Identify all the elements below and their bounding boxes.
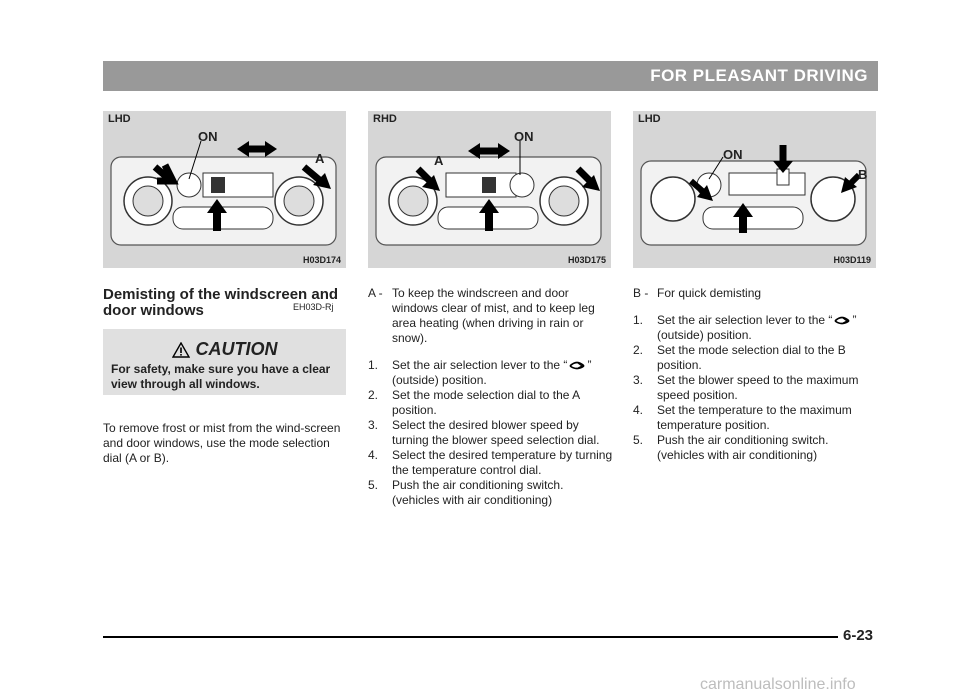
caution-text: For safety, make sure you have a clear view through all windows. (111, 362, 331, 391)
procedure-a (368, 286, 614, 508)
caution-box (103, 329, 346, 395)
procedure-intro: To keep the windscreen and door windows clear of mist, and to keep leg area heating (when driving in rain or snow). (392, 286, 595, 345)
step-number: 1. (368, 358, 379, 372)
step-item (633, 343, 879, 373)
figure-lhd-a (103, 111, 346, 268)
intro-paragraph: To remove frost or mist from the wind-screen and door windows, use the mode selection dial (A or B). (103, 421, 341, 465)
figure-code: H03D119 (833, 255, 871, 265)
caution-header (111, 339, 338, 360)
label-letter: B (858, 167, 868, 182)
figure-lhd-b (633, 111, 876, 268)
procedure-key: B - (633, 286, 649, 300)
step-text: Select the desired temperature by turning the temperature control dial. (392, 448, 613, 477)
procedure-key: A - (368, 286, 383, 300)
figure-tag: LHD (638, 113, 661, 125)
step-item (368, 418, 614, 448)
step-text-pre: Set the air selection lever to the “ (657, 313, 833, 327)
step-text-pre: Set the air selection lever to the “ (392, 358, 568, 372)
step-number: 1. (633, 313, 644, 327)
figure-code: H03D174 (302, 255, 341, 265)
section-ref: EH03D-Rj (293, 302, 334, 312)
step-text: Select the desired blower speed by turning the blower speed selection dial. (392, 418, 600, 447)
footer-rule (103, 636, 838, 638)
heater-control-diagram (368, 111, 611, 268)
step-number: 2. (633, 343, 644, 357)
figure-rhd-a (368, 111, 611, 268)
outside-air-icon (569, 361, 585, 370)
step-number: 4. (368, 448, 379, 462)
step-item (368, 478, 614, 508)
step-item (368, 358, 614, 388)
section-header (103, 61, 878, 91)
step-text (392, 358, 614, 388)
step-number: 3. (368, 418, 379, 432)
section-title: Demisting of the windscreen and door windows (103, 286, 339, 319)
label-letter: A (434, 153, 444, 168)
procedure-b (633, 286, 879, 463)
label-letter: A (315, 151, 325, 166)
figure-code: H03D175 (567, 255, 606, 265)
step-text-post: ” (outside) position. (392, 358, 592, 387)
procedure-intro: For quick demisting (657, 286, 762, 300)
step-text: Set the blower speed to the maximum speed position. (657, 373, 859, 402)
step-number: 5. (633, 433, 644, 447)
step-number: 5. (368, 478, 379, 492)
step-text: Set the mode selection dial to the A position. (392, 388, 580, 417)
step-text: Push the air conditioning switch. (vehicles with air conditioning) (392, 478, 564, 507)
heater-control-diagram (633, 111, 876, 268)
outside-air-icon (834, 316, 850, 325)
step-item (368, 388, 614, 418)
step-text (657, 313, 879, 343)
caution-title: CAUTION (195, 339, 278, 359)
step-text-post: ” (outside) position. (657, 313, 857, 342)
step-text: Set the mode selection dial to the B position. (657, 343, 846, 372)
header-title: FOR PLEASANT DRIVING (650, 66, 868, 85)
label-on: ON (514, 129, 534, 144)
step-number: 2. (368, 388, 379, 402)
heater-control-diagram (103, 111, 346, 268)
label-on: ON (198, 129, 218, 144)
page-number: 6-23 (843, 627, 874, 644)
warning-triangle-icon (172, 342, 190, 358)
step-number: 3. (633, 373, 644, 387)
step-item (633, 373, 879, 403)
figure-tag: LHD (108, 113, 131, 125)
label-on: ON (723, 147, 743, 162)
watermark: carmanualsonline.info (700, 676, 856, 693)
figure-tag: RHD (373, 113, 397, 125)
step-item (633, 403, 879, 433)
step-number: 4. (633, 403, 644, 417)
step-text: Push the air conditioning switch. (vehicles with air conditioning) (657, 433, 829, 462)
step-item (633, 433, 879, 463)
step-item (633, 313, 879, 343)
step-text: Set the temperature to the maximum temperature position. (657, 403, 852, 432)
step-item (368, 448, 614, 478)
